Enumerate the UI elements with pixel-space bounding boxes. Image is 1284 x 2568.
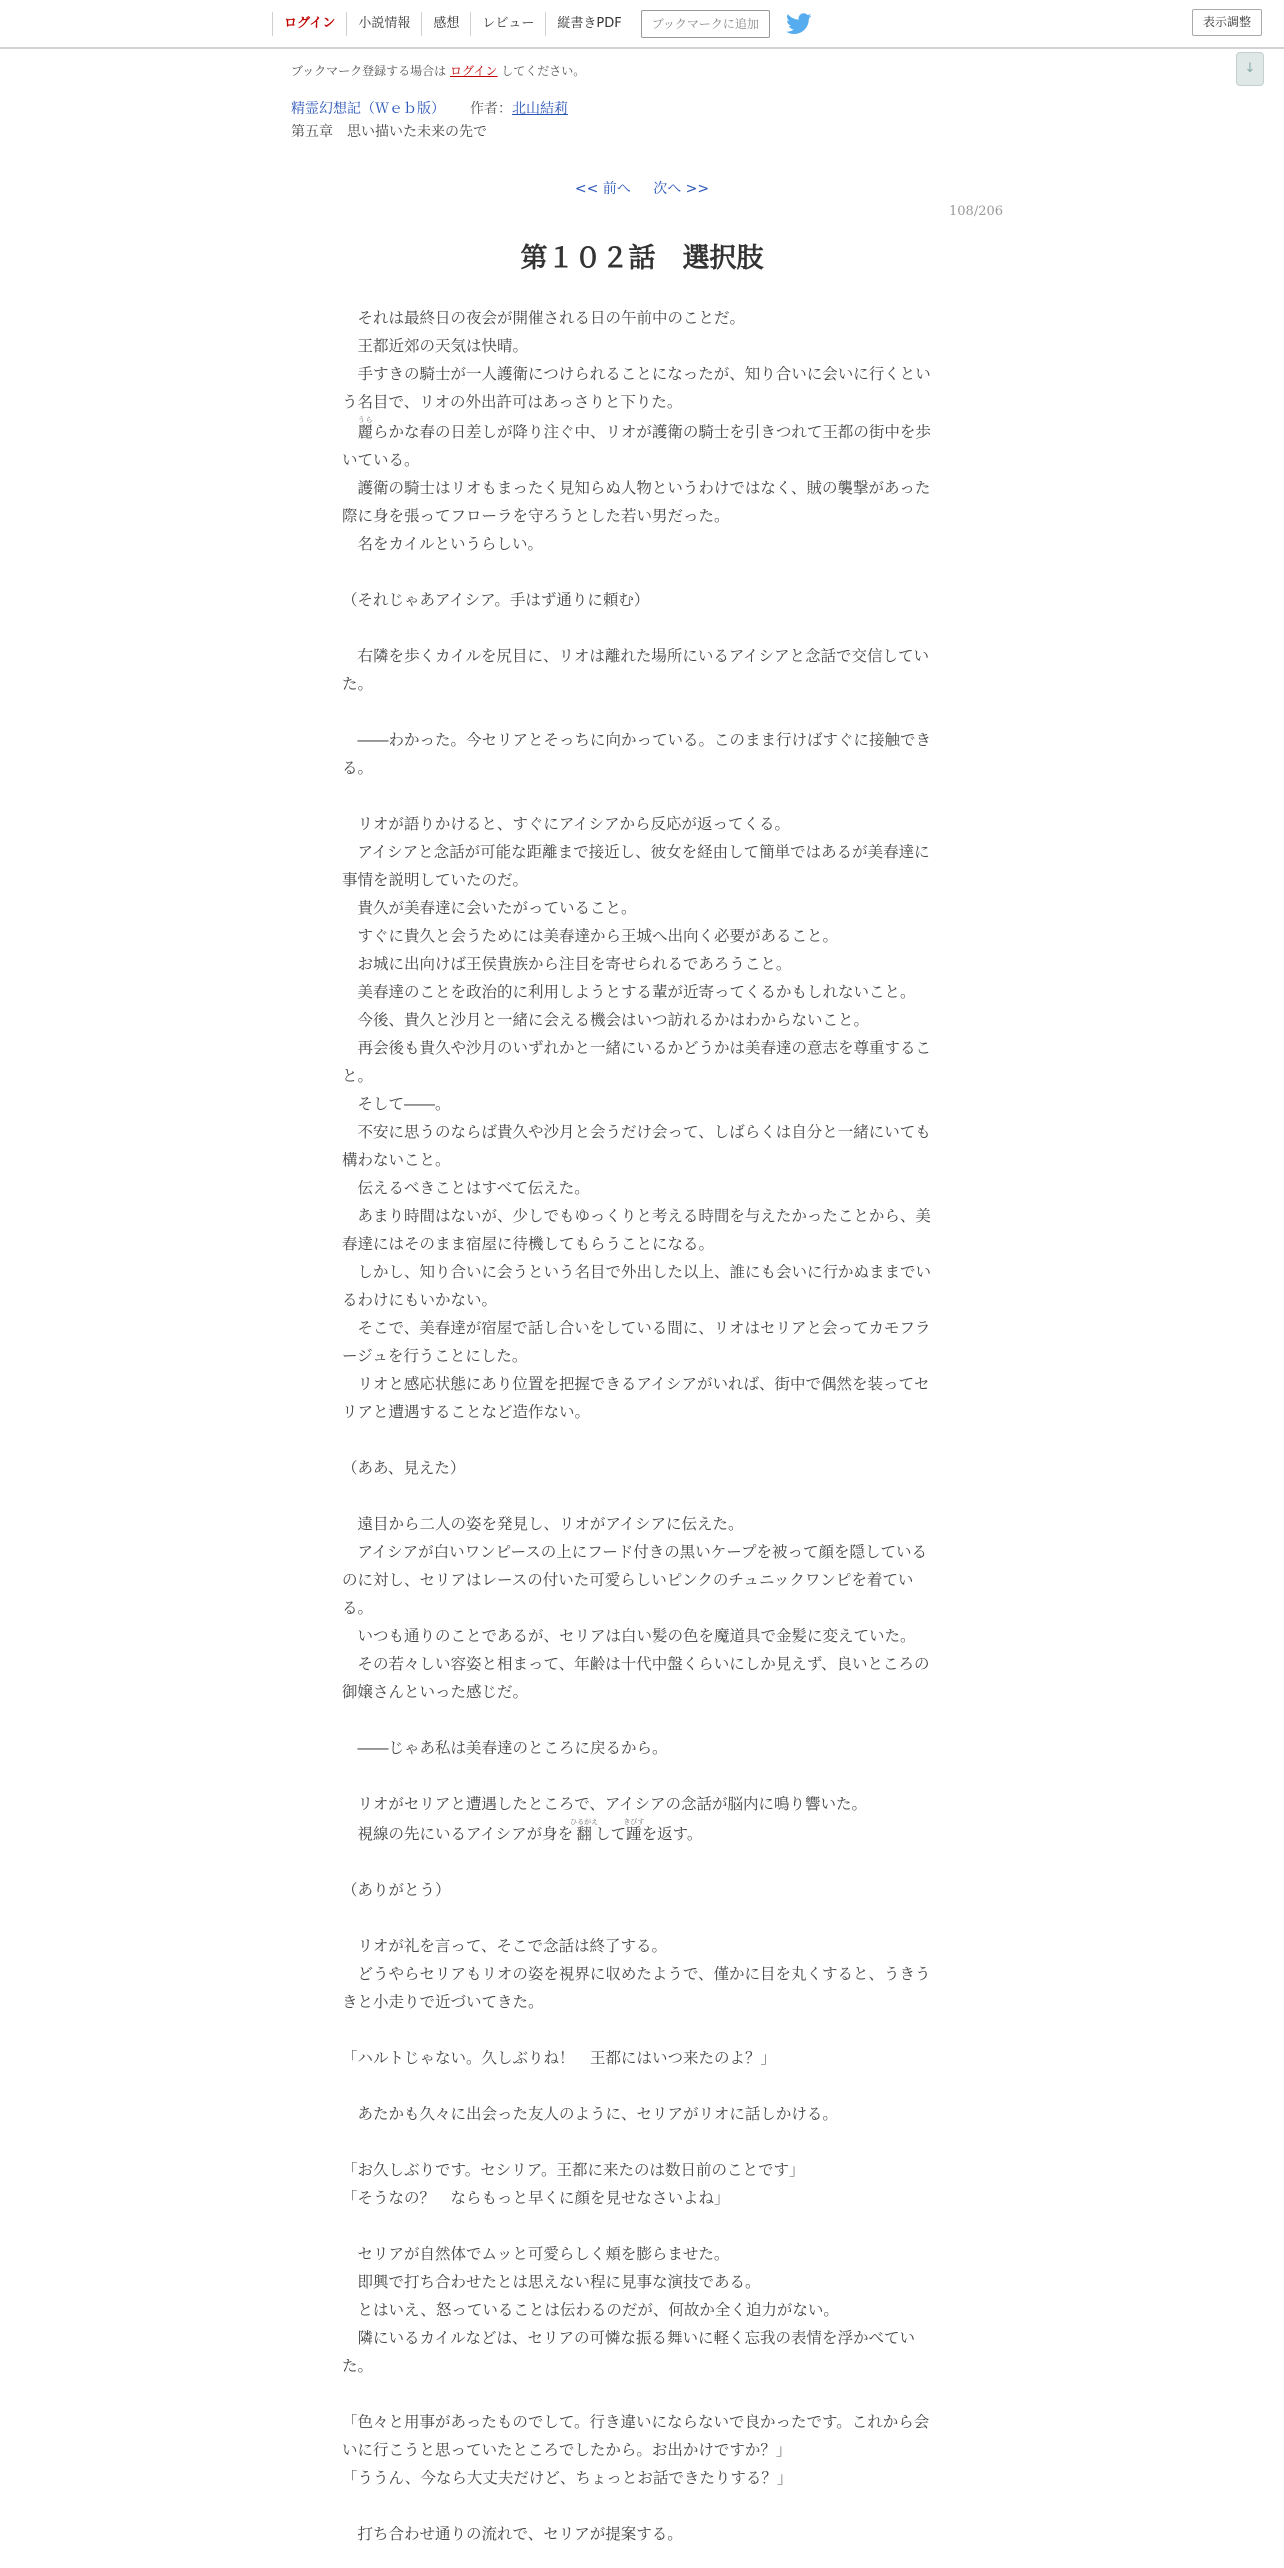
body-paragraph: [342, 1482, 942, 1510]
body-paragraph: アイシアと念話が可能な距離まで接近し、彼女を経由して簡単ではあるが美春達に事情を説明していたのだ。: [342, 843, 930, 889]
body-paragraph: [342, 1426, 942, 1454]
body-paragraph: [342, 1706, 942, 1734]
body-paragraph: 右隣を歩くカイルを尻目に、リオは離れた場所にいるアイシアと念話で交信していた。: [342, 647, 929, 693]
body-paragraph: すぐに貴久と会うためには美春達から王城へ出向く必要があること。: [342, 927, 839, 945]
pager: [0, 178, 1284, 198]
impressions-link[interactable]: 感想: [421, 12, 470, 36]
body-paragraph: 打ち合わせ通りの流れで、セリアが提案する。: [342, 2525, 683, 2543]
author-link[interactable]: 北山結莉: [512, 101, 568, 117]
body-paragraph: リオが語りかけると、すぐにアイシアから反応が返ってくる。: [342, 815, 790, 833]
body-paragraph: いつも通りのことであるが、セリアは白い髪の色を魔道具で金髪に変えていた。: [342, 1627, 916, 1645]
ruby-text: 麗うら: [357, 416, 374, 441]
body-paragraph: あたかも久々に出会った友人のように、セリアがリオに話しかける。: [342, 2105, 838, 2123]
vertical-pdf-link[interactable]: 縦書きPDF: [545, 12, 632, 36]
body-paragraph: その若々しい容姿と相まって、年齢は十代中盤くらいにしか見えず、良いところの御嬢さんといった感じだ。: [342, 1655, 930, 1701]
body-paragraph: 再会後も貴久や沙月のいずれかと一緒にいるかどうかは美春達の意志を尊重すること。: [342, 1039, 932, 1085]
body-paragraph: 「お久しぶりです。セシリア。王都に来たのは数日前のことです」: [342, 2161, 805, 2179]
body-paragraph: （それじゃあアイシア。手はず通りに頼む）: [342, 591, 650, 609]
body-paragraph: どうやらセリアもリオの姿を視界に収めたようで、僅かに目を丸くすると、うきうきと小走りで近づいてきた。: [342, 1965, 931, 2011]
body-paragraph: [342, 1762, 942, 1790]
ruby-text: 踵きびす: [623, 1818, 645, 1843]
body-paragraph: リオがセリアと遭遇したところで、アイシアの念話が脳内に鳴り響いた。: [342, 1795, 867, 1813]
bookmark-login-notice: [291, 62, 585, 79]
body-paragraph: [342, 782, 942, 810]
review-link[interactable]: レビュー: [470, 12, 545, 36]
body-paragraph: 遠目から二人の姿を発見し、リオがアイシアに伝えた。: [342, 1515, 744, 1533]
body-paragraph: 麗うららかな春の日差しが降り注ぐ中、リオが護衛の騎士を引きつれて王都の街中を歩いている。: [342, 416, 931, 469]
body-paragraph: 「色々と用事があったものでして。行き違いにならないで良かったです。これから会いに行こうと思っていたところでしたから。お出かけですか？」: [342, 2413, 930, 2459]
body-paragraph: 名をカイルというらしい。: [342, 535, 544, 553]
body-paragraph: リオが礼を言って、そこで念話は終了する。: [342, 1937, 668, 1955]
top-navigation-bar: [0, 0, 1284, 49]
body-paragraph: とはいえ、怒っていることは伝わるのだが、何故か全く迫力がない。: [342, 2301, 839, 2319]
body-paragraph: 貴久が美春達に会いたがっていること。: [342, 899, 637, 917]
prev-page-link[interactable]: << 前へ: [574, 181, 631, 197]
body-paragraph: 不安に思うのならば貴久や沙月と会うだけ会って、しばらくは自分と一緒にいても構わないこと。: [342, 1123, 931, 1169]
body-paragraph: 「そうなの？ ならもっと早くに顔を見せなさいよね」: [342, 2189, 730, 2207]
body-paragraph: [342, 2128, 942, 2156]
body-paragraph: [342, 614, 942, 642]
chapter-title: 第五章 思い描いた未来の先で: [291, 124, 487, 140]
body-paragraph: それは最終日の夜会が開催される日の午前中のことだ。: [342, 309, 746, 327]
body-paragraph: 美春達のことを政治的に利用しようとする輩が近寄ってくるかもしれないこと。: [342, 983, 916, 1001]
body-paragraph: そこで、美春達が宿屋で話し合いをしている間に、リオはセリアと会ってカモフラージュを行うことにした。: [342, 1319, 931, 1365]
body-paragraph: アイシアが白いワンピースの上にフード付きの黒いケープを被って顔を隠しているのに対し、セリアはレースの付いた可愛らしいピンクのチュニックワンピを着ている。: [342, 1543, 927, 1617]
body-paragraph: ――わかった。今セリアとそっちに向かっている。このまま行けばすぐに接触できる。: [342, 731, 932, 777]
body-paragraph: 「ううん、今なら大丈夫だけど、ちょっとお話できたりする？」: [342, 2469, 793, 2487]
body-paragraph: 手すきの騎士が一人護衛につけられることになったが、知り合いに会いに行くという名目で、リオの外出許可はあっさりと下りた。: [342, 365, 931, 411]
notice-login-link[interactable]: ログイン: [450, 64, 498, 78]
body-paragraph: 護衛の騎士はリオもまったく見知らぬ人物というわけではなく、賊の襲撃があった際に身を張ってフローラを守ろうとした若い男だった。: [342, 479, 931, 525]
body-paragraph: しかし、知り合いに会うという名目で外出した以上、誰にも会いに行かぬままでいるわけにもいかない。: [342, 1263, 932, 1309]
body-paragraph: 視線の先にいるアイシアが身を翻ひるがえして踵きびすを返す。: [342, 1818, 703, 1843]
body-paragraph: （ああ、見えた）: [342, 1459, 466, 1477]
body-paragraph: リオと感応状態にあり位置を把握できるアイシアがいれば、街中で偶然を装ってセリアと遭遇することなど造作ない。: [342, 1375, 930, 1421]
novel-body: [342, 304, 942, 2548]
page-number: 108/206: [949, 204, 1004, 219]
body-paragraph: 王都近郊の天気は快晴。: [342, 337, 529, 355]
display-settings-button[interactable]: 表示調整: [1192, 9, 1262, 36]
add-bookmark-button[interactable]: ブックマークに追加: [641, 10, 770, 38]
body-paragraph: 今後、貴久と沙月と一緒に会える機会はいつ訪れるかはわからないこと。: [342, 1011, 870, 1029]
author-line: [470, 98, 568, 118]
author-label: 作者：: [470, 101, 512, 117]
nav-menu: [272, 0, 812, 47]
body-paragraph: そして――。: [342, 1095, 451, 1113]
body-paragraph: ――じゃあ私は美春達のところに戻るから。: [342, 1739, 668, 1757]
scroll-down-tab[interactable]: ↓: [1236, 52, 1264, 86]
login-link[interactable]: ログイン: [272, 12, 346, 36]
body-paragraph: [342, 558, 942, 586]
body-paragraph: [342, 2380, 942, 2408]
series-title-link[interactable]: 精霊幻想記（Ｗｅｂ版）: [291, 101, 445, 117]
body-paragraph: 「ハルトじゃない。久しぶりね！ 王都にはいつ来たのよ？」: [342, 2049, 777, 2067]
body-paragraph: [342, 2016, 942, 2044]
body-paragraph: [342, 2212, 942, 2240]
twitter-bird-icon[interactable]: [786, 13, 812, 35]
body-paragraph: セリアが自然体でムッと可愛らしく頬を膨らませた。: [342, 2245, 730, 2263]
body-paragraph: 隣にいるカイルなどは、セリアの可憐な振る舞いに軽く忘我の表情を浮かべていた。: [342, 2329, 916, 2375]
notice-text-after: してください。: [501, 64, 586, 78]
body-paragraph: [342, 1848, 942, 1876]
body-paragraph: 即興で打ち合わせたとは思えない程に見事な演技である。: [342, 2273, 761, 2291]
body-paragraph: （ありがとう）: [342, 1881, 451, 1899]
novel-info-link[interactable]: 小説情報: [346, 12, 421, 36]
body-paragraph: [342, 698, 942, 726]
body-paragraph: [342, 2492, 942, 2520]
body-paragraph: [342, 1904, 942, 1932]
body-paragraph: 伝えるべきことはすべて伝えた。: [342, 1179, 590, 1197]
episode-title: 第１０２話 選択肢: [520, 243, 764, 274]
body-paragraph: お城に出向けば王侯貴族から注目を寄せられるであろうこと。: [342, 955, 792, 973]
next-page-link[interactable]: 次へ >>: [653, 181, 710, 197]
notice-text-before: ブックマーク登録する場合は: [291, 64, 447, 78]
ruby-text: 翻ひるがえ: [570, 1818, 599, 1843]
body-paragraph: あまり時間はないが、少しでもゆっくりと考える時間を与えたかったことから、美春達にはそのまま宿屋に待機してもらうことになる。: [342, 1207, 931, 1253]
body-paragraph: [342, 2072, 942, 2100]
